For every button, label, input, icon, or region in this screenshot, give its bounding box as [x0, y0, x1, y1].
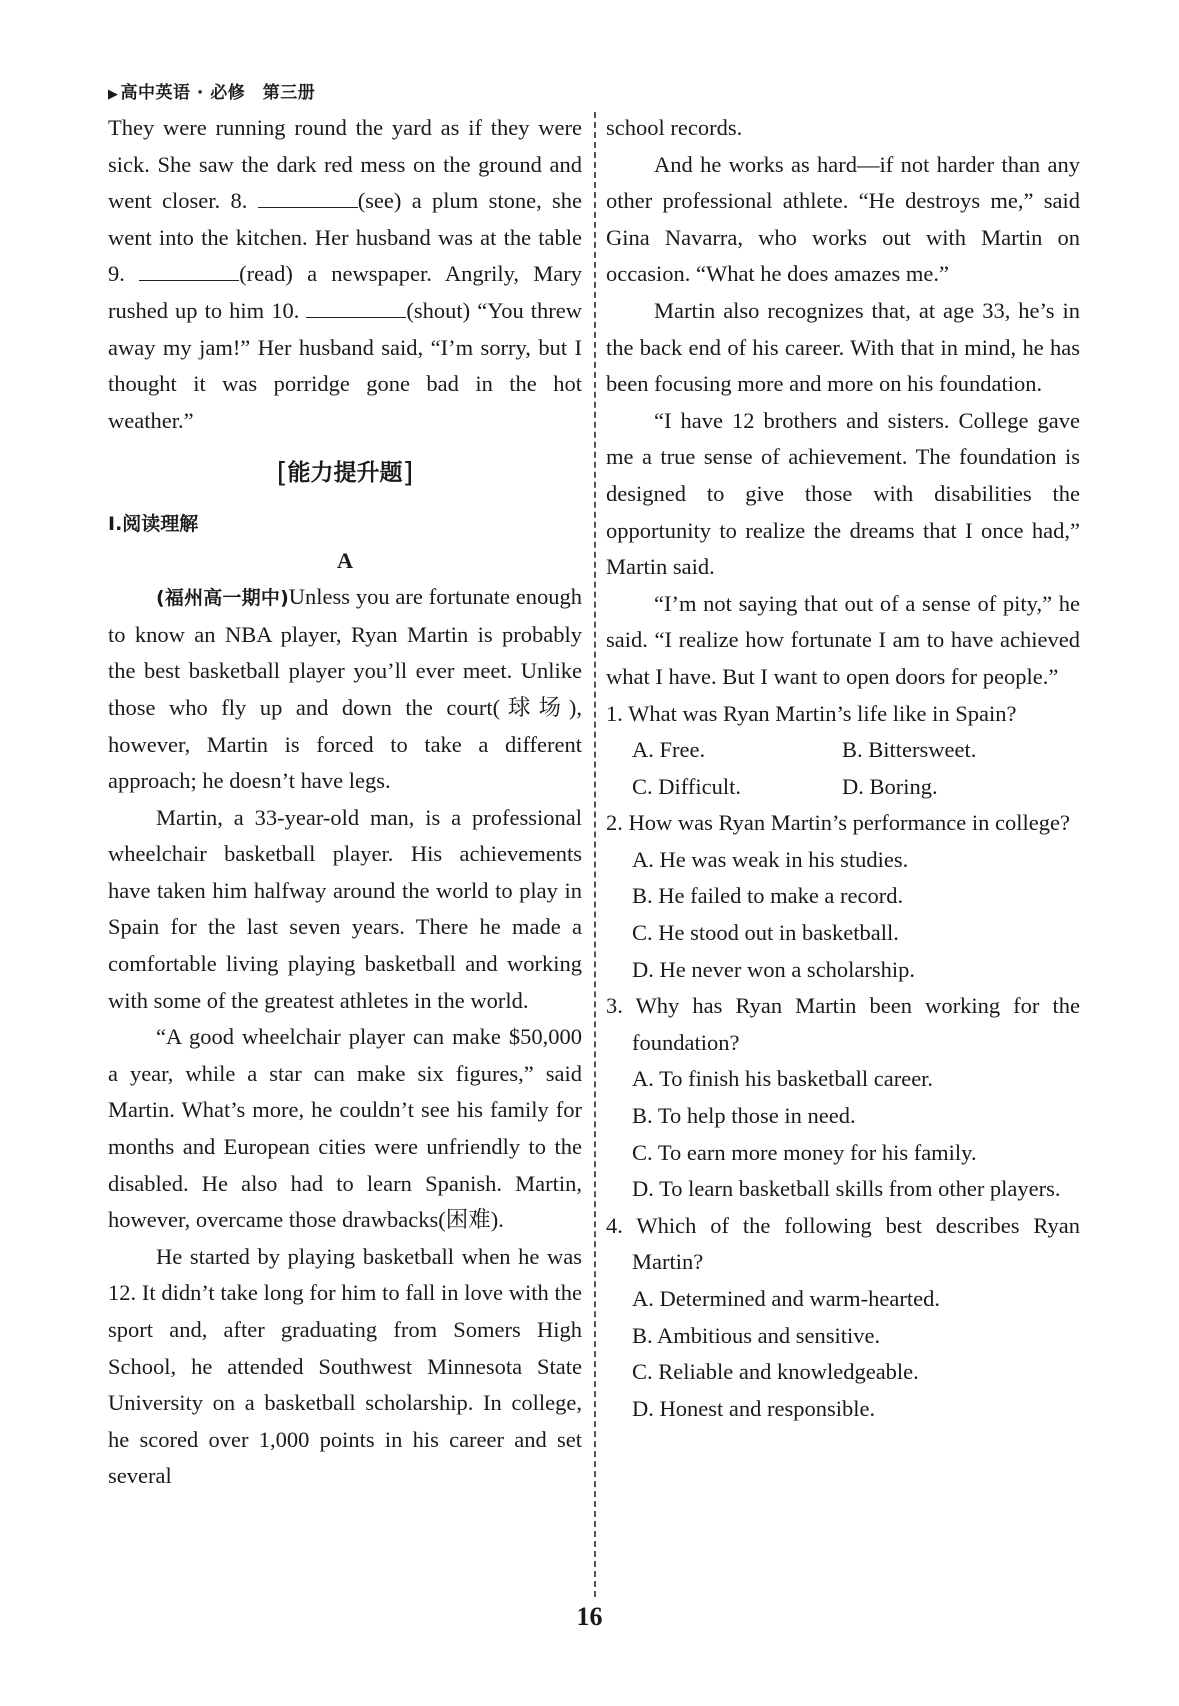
answer-blank-8[interactable]: [258, 185, 358, 208]
option-a[interactable]: A. To finish his basketball career.: [632, 1066, 934, 1092]
option-a[interactable]: A. Free.: [632, 737, 706, 763]
part-heading: Ⅰ.阅读理解: [108, 512, 199, 535]
passage-paragraph-6: Martin also recognizes that, at age 33, he’s in the back end of his career. With that in mind, he has been focusing more and more on his foundation.: [606, 297, 1080, 397]
option-d[interactable]: D. Honest and responsible.: [632, 1395, 876, 1421]
passage-paragraph-2: Martin, a 33-year-old man, is a professional wheelchair basketball player. His achievements have taken him halfway around the world to play in Spain for the last seven years. There he made a comfortable living playing basketball and working with some of the greatest athletes in the world.: [108, 804, 582, 1013]
question-stem: 4. Which of the following best describes Ryan Martin?: [606, 1212, 1080, 1275]
passage-paragraph-1: (福州高一期中)Unless you are fortunate enough to know an NBA player, Ryan Martin is probably the best basketball player you’ll ever meet. Unlike those who fly up and down the court(球场), however, Martin is forced to take a different approach; he doesn’t have legs.: [108, 584, 582, 794]
left-column: [108, 110, 582, 1495]
passage-paragraph-4: He started by playing basketball when he was 12. It didn’t take long for him to fall in love with the sport and, after graduating from Somers High School, he attended Southwest Minnesota State University on a basketball scholarship. In college, he scored over 1,000 points in his career and set several: [108, 1243, 582, 1489]
option-d[interactable]: D. He never won a scholarship.: [632, 956, 916, 982]
option-b[interactable]: B. Bittersweet.: [842, 737, 977, 763]
cloze-paragraph: They were running round the yard as if they were sick. She saw the dark red mess on the ground and went closer. 8. (see) a plum stone, she went into the kitchen. Her husband was at the table 9. (read) a newspaper. Angrily, Mary rushed up to him 10. (shout) “You threw away my jam!” Her husband said, “I’m sorry, but I thought it was porridge gone bad in the hot weather.”: [108, 115, 583, 433]
option-c[interactable]: C. Difficult.: [632, 773, 741, 799]
section-title: [能力提升题]: [276, 456, 414, 490]
question-stem: 3. Why has Ryan Martin been working for the foundation?: [606, 993, 1080, 1055]
page-number: 16: [576, 1602, 603, 1631]
question-3: [606, 988, 1080, 1208]
passage-paragraph-4-continued: school records.: [606, 115, 743, 140]
option-a[interactable]: A. Determined and warm-hearted.: [632, 1286, 940, 1311]
option-b[interactable]: B. Ambitious and sensitive.: [632, 1322, 881, 1348]
running-header: [108, 78, 315, 103]
passage-letter: A: [336, 547, 354, 573]
question-2: [606, 805, 1080, 988]
passage-paragraph-8: “I’m not saying that out of a sense of pity,” he said. “I realize how fortunate I am to have achieved what I have. But I want to open doors for people.”: [606, 590, 1080, 689]
column-divider: [594, 112, 596, 1597]
answer-blank-10[interactable]: [306, 295, 406, 318]
question-4: [606, 1208, 1080, 1428]
header-text: 高中英语 · 必修 第三册: [120, 83, 316, 103]
option-b[interactable]: B. To help those in need.: [632, 1103, 856, 1129]
option-c[interactable]: C. To earn more money for his family.: [632, 1139, 977, 1165]
option-d[interactable]: D. Boring.: [842, 773, 938, 799]
right-column: [606, 110, 1080, 1427]
question-stem: 1. What was Ryan Martin’s life like in Spain?: [606, 700, 1017, 726]
question-stem: 2. How was Ryan Martin’s performance in college?: [606, 810, 1070, 836]
passage-paragraph-3: “A good wheelchair player can make $50,000 a year, while a star can make six figures,” said Martin. What’s more, he couldn’t see his family for months and European cities were unfriendly to the disabled. He also had to learn Spanish. Martin, however, overcame those drawbacks(困难).: [108, 1024, 582, 1233]
answer-blank-9[interactable]: [139, 258, 239, 281]
option-a[interactable]: A. He was weak in his studies.: [632, 846, 909, 872]
option-c[interactable]: C. He stood out in basketball.: [632, 920, 899, 946]
source-tag: (福州高一期中): [156, 587, 289, 610]
option-d[interactable]: D. To learn basketball skills from other players.: [632, 1176, 1061, 1202]
passage-paragraph-5: And he works as hard—if not harder than any other professional athlete. “He destroys me,” said Gina Navarra, who works out with Martin on occasion. “What he does amazes me.”: [606, 151, 1080, 287]
option-c[interactable]: C. Reliable and knowledgeable.: [632, 1359, 919, 1385]
option-b[interactable]: B. He failed to make a record.: [632, 883, 904, 909]
passage-paragraph-7: “I have 12 brothers and sisters. College gave me a true sense of achievement. The foundation is designed to give those with disabilities the opportunity to realize the dreams that I once had,” Martin said.: [606, 407, 1080, 580]
triangle-marker-icon: ▶: [108, 87, 119, 102]
question-1: [606, 696, 1080, 806]
